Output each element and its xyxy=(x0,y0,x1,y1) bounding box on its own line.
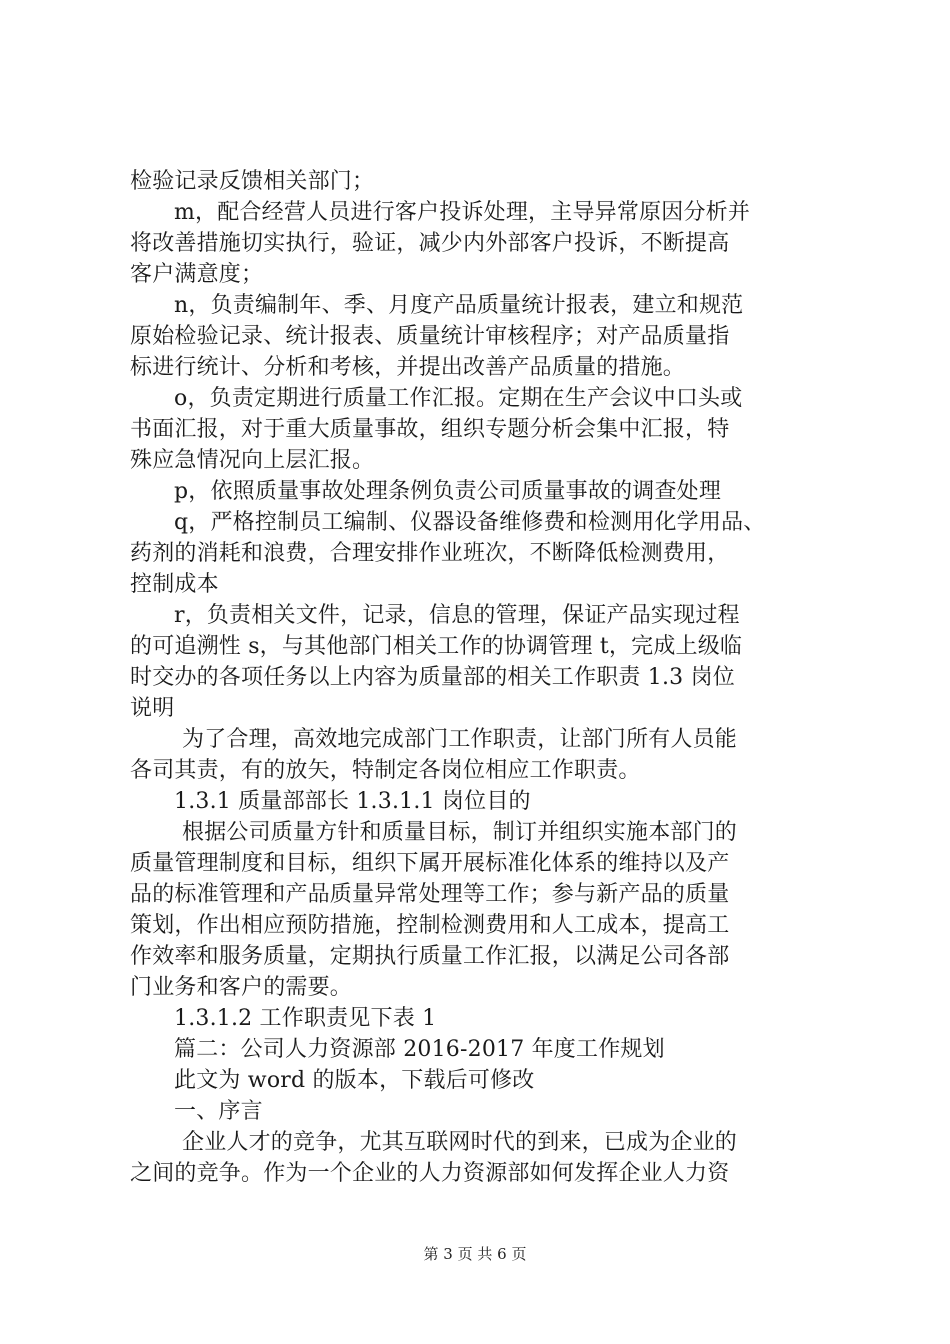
text-line: 将改善措施切实执行，验证，减少内外部客户投诉，不断提高 xyxy=(130,231,730,256)
text-line: 控制成本 xyxy=(130,572,219,597)
text-line: 药剂的消耗和浪费，合理安排作业班次，不断降低检测费用， xyxy=(130,541,730,566)
document-body xyxy=(130,166,830,1189)
section-heading: 1.3.1 质量部部长 1.3.1.1 岗位目的 xyxy=(174,789,531,814)
text-line: 策划，作出相应预防措施，控制检测费用和人工成本，提高工 xyxy=(130,913,730,938)
text-line: 门业务和客户的需要。 xyxy=(130,975,353,1000)
text-line: r，负责相关文件，记录，信息的管理，保证产品实现过程 xyxy=(174,603,740,628)
text-line: 质量管理制度和目标，组织下属开展标准化体系的维持以及产 xyxy=(130,851,730,876)
text-line: 各司其责，有的放矢，特制定各岗位相应工作职责。 xyxy=(130,758,641,783)
text-line: n，负责编制年、季、月度产品质量统计报表，建立和规范 xyxy=(174,293,744,318)
text-line: 殊应急情况向上层汇报。 xyxy=(130,448,375,473)
text-line: 说明 xyxy=(130,696,175,721)
text-line: 书面汇报，对于重大质量事故，组织专题分析会集中汇报，特 xyxy=(130,417,730,442)
section-heading: 一、序言 xyxy=(174,1099,263,1124)
text-line: 时交办的各项任务以上内容为质量部的相关工作职责 1.3 岗位 xyxy=(130,665,735,690)
text-line: 此文为 word 的版本，下载后可修改 xyxy=(174,1068,535,1093)
text-line: 为了合理，高效地完成部门工作职责，让部门所有人员能 xyxy=(182,727,738,752)
section-heading: 1.3.1.2 工作职责见下表 1 xyxy=(174,1006,437,1031)
section-heading: 篇二：公司人力资源部 2016-2017 年度工作规划 xyxy=(174,1037,665,1062)
page-number-footer: 第 3 页 共 6 页 xyxy=(423,1245,527,1263)
text-line: q，严格控制员工编制、仪器设备维修费和检测用化学用品、 xyxy=(174,510,766,535)
text-line: 标进行统计、分析和考核，并提出改善产品质量的措施。 xyxy=(130,355,686,380)
text-line: 原始检验记录、统计报表、质量统计审核程序；对产品质量指 xyxy=(130,324,730,349)
text-line: 之间的竞争。作为一个企业的人力资源部如何发挥企业人力资 xyxy=(130,1161,730,1186)
text-line: 根据公司质量方针和质量目标，制订并组织实施本部门的 xyxy=(182,820,738,845)
text-line: 的可追溯性 s，与其他部门相关工作的协调管理 t，完成上级临 xyxy=(130,634,743,659)
text-line: m，配合经营人员进行客户投诉处理，主导异常原因分析并 xyxy=(174,200,751,225)
text-line: 企业人才的竞争，尤其互联网时代的到来，已成为企业的 xyxy=(182,1130,738,1155)
text-line: p，依照质量事故处理条例负责公司质量事故的调查处理 xyxy=(174,479,722,504)
text-line: 客户满意度； xyxy=(130,262,264,287)
text-line: 作效率和服务质量，定期执行质量工作汇报，以满足公司各部 xyxy=(130,944,730,969)
text-line: o，负责定期进行质量工作汇报。定期在生产会议中口头或 xyxy=(174,386,743,411)
text-line: 品的标准管理和产品质量异常处理等工作；参与新产品的质量 xyxy=(130,882,730,907)
text-line: 检验记录反馈相关部门； xyxy=(130,169,375,194)
